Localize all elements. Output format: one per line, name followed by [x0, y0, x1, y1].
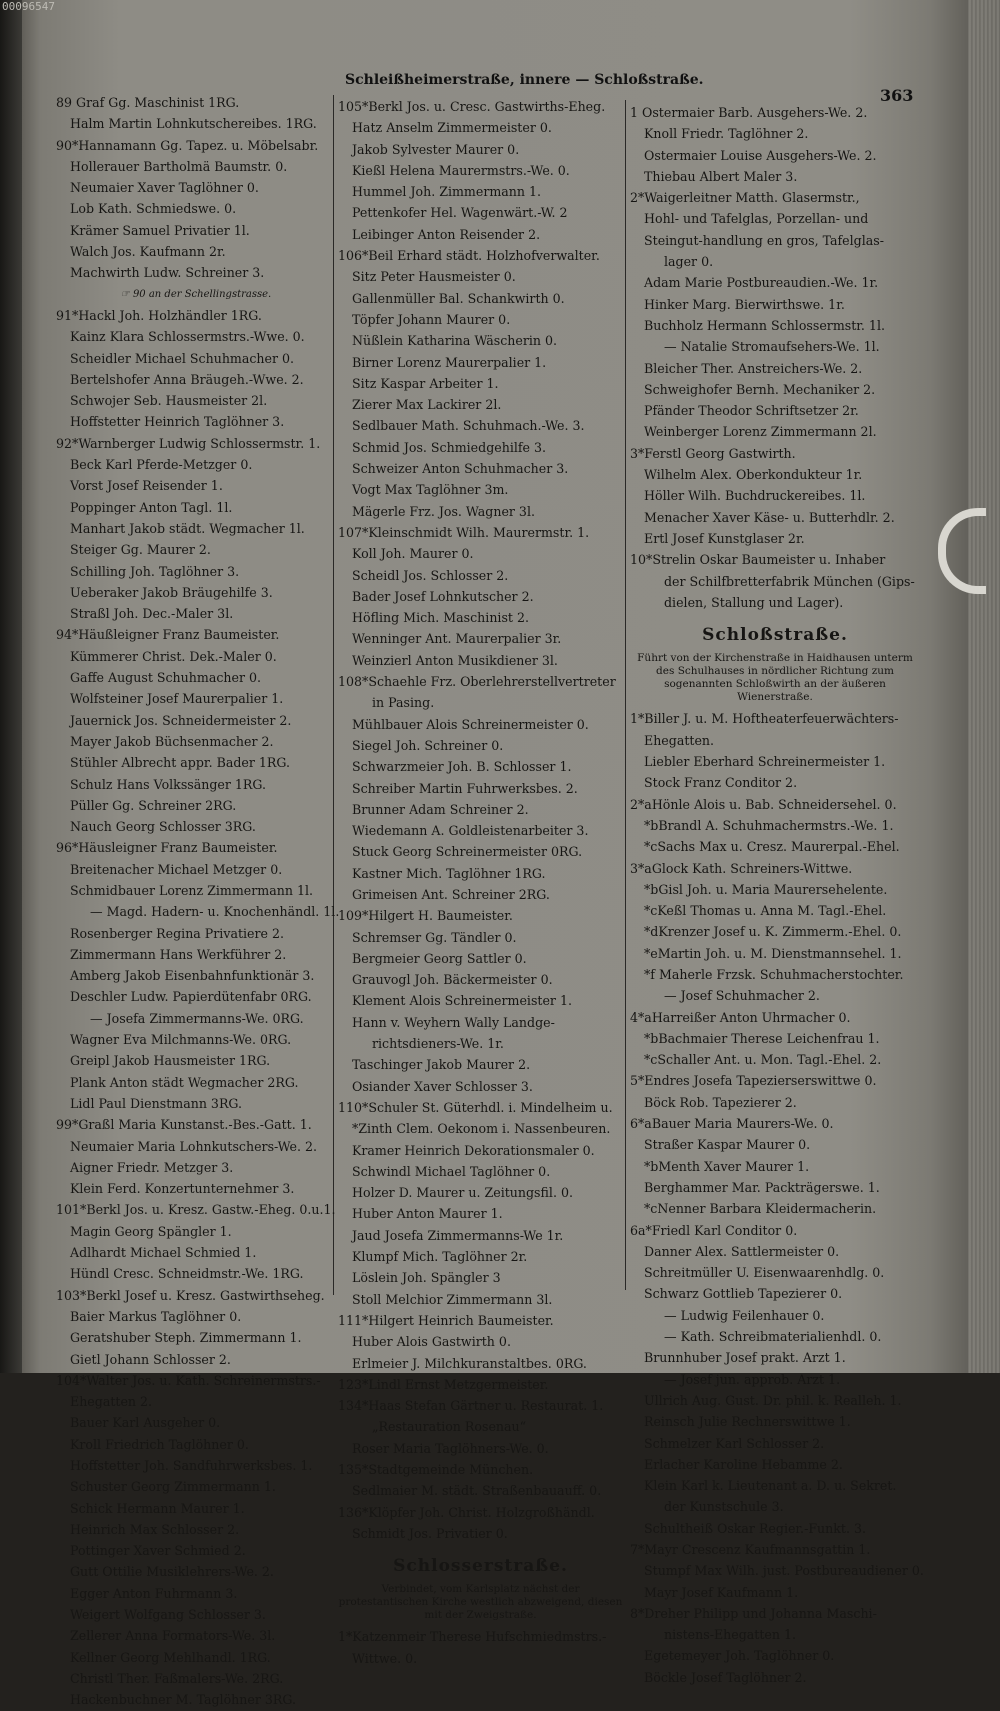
directory-entry: Schick Hermann Maurer 1. [70, 1500, 245, 1516]
directory-entry: Grauvogl Joh. Bäckermeister 0. [352, 972, 553, 988]
directory-entry: *eMartin Joh. u. M. Dienstmannsehel. 1. [644, 945, 902, 961]
directory-entry: Wittwe. 0. [352, 1650, 418, 1666]
directory-entry: Zierer Max Lackirer 2l. [352, 397, 502, 413]
directory-entry: Adlhardt Michael Schmied 1. [70, 1245, 257, 1261]
directory-entry: Manhart Jakob städt. Wegmacher 1l. [70, 520, 305, 536]
directory-entry: Löslein Joh. Spängler 3 [352, 1270, 501, 1286]
directory-entry: 96*Häusleigner Franz Baumeister. [56, 840, 278, 856]
directory-entry: nistens-Ehegatten 1. [664, 1627, 796, 1643]
directory-entry: Osiander Xaver Schlosser 3. [352, 1078, 533, 1094]
directory-entry: 90*Hannamann Gg. Tapez. u. Möbelsabr. [56, 137, 319, 153]
directory-entry: Halm Martin Lohnkutschereibes. 1RG. [70, 116, 317, 132]
column-rule-right [625, 100, 626, 1290]
directory-entry: 135*Stadtgemeinde München. [338, 1462, 534, 1477]
directory-entry: Zellerer Anna Formators-We. 3l. [70, 1628, 276, 1644]
directory-entry: Hoffstetter Heinrich Taglöhner 3. [70, 414, 285, 430]
directory-entry: Bergmeier Georg Sattler 0. [352, 950, 527, 966]
directory-entry: Amberg Jakob Eisenbahnfunktionär 3. [70, 968, 315, 984]
directory-entry: Kroll Friedrich Taglöhner 0. [70, 1436, 249, 1452]
directory-entry: 106*Beil Erhard städt. Holzhofverwalter. [338, 248, 600, 264]
directory-entry: Nauch Georg Schlosser 3RG. [70, 819, 256, 835]
directory-entry: *cSchaller Ant. u. Mon. Tagl.-Ehel. 2. [644, 1052, 882, 1068]
directory-entry: Bauer Karl Ausgeher 0. [70, 1415, 221, 1431]
directory-entry: Neumaier Maria Lohnkutschers-We. 2. [70, 1138, 317, 1154]
directory-entry: Jauernick Jos. Schneidermeister 2. [70, 712, 292, 728]
directory-entry: der Kunstschule 3. [664, 1499, 784, 1515]
section-note-schlossstrasse: Führt von der Kirchenstraße in Haidhausen unterm des Schulhauses in nördlicher Richtung zum sogenannten Schloßwirth an der äußeren Wienerstraße. [637, 652, 913, 704]
directory-entry: 104*Walter Jos. u. Kath. Schreinermstrs.- [56, 1372, 321, 1388]
book-gutter [0, 0, 22, 1373]
directory-entry: Ertl Josef Kunstglaser 2r. [644, 530, 805, 546]
directory-entry: Bertelshofer Anna Bräugeh.-Wwe. 2. [70, 371, 304, 387]
directory-entry: Magin Georg Spängler 1. [70, 1223, 232, 1239]
directory-entry: — Kath. Schreibmaterialienhdl. 0. [664, 1329, 882, 1345]
directory-entry: Mägerle Frz. Jos. Wagner 3l. [352, 503, 535, 519]
directory-entry: Neumaier Xaver Taglöhner 0. [70, 180, 259, 196]
directory-entry: Kainz Klara Schlossermstrs.-Wwe. 0. [70, 329, 305, 345]
directory-entry: *cNenner Barbara Kleidermacherin. [644, 1201, 877, 1217]
directory-entry: Sedlbauer Math. Schuhmach.-We. 3. [352, 418, 585, 434]
directory-entry: Berghammer Mar. Packträgerswe. 1. [644, 1179, 880, 1195]
directory-entry: 3*aGlock Kath. Schreiners-Wittwe. [630, 860, 853, 876]
directory-entry: *bBachmaier Therese Leichenfrau 1. [644, 1030, 880, 1046]
directory-entry: Hohl- und Tafelglas, Porzellan- und [644, 211, 869, 227]
directory-entry: Machwirth Ludw. Schreiner 3. [70, 265, 265, 281]
directory-entry: *bMenth Xaver Maurer 1. [644, 1158, 810, 1174]
directory-entry: Hollerauer Bartholmä Baumstr. 0. [70, 158, 288, 174]
column-3-entries [630, 102, 920, 613]
directory-entry: Reinsch Julie Rechnerswittwe 1. [644, 1414, 851, 1430]
directory-entry: Rosenberger Regina Privatiere 2. [70, 925, 284, 941]
directory-entry: Ehegatten. [644, 732, 715, 748]
directory-entry: dielen, Stallung und Lager). [664, 594, 844, 610]
directory-entry: Steingut-handlung en gros, Tafelglas- [644, 232, 884, 248]
column-2-entries [338, 96, 623, 1544]
directory-entry: Heinrich Max Schlosser 2. [70, 1521, 240, 1537]
directory-entry: 94*Häußleigner Franz Baumeister. [56, 627, 280, 643]
directory-entry: Hatz Anselm Zimmermeister 0. [352, 120, 552, 136]
directory-entry: Schuster Georg Zimmermann 1. [70, 1479, 276, 1495]
directory-entry: Schmidbauer Lorenz Zimmermann 1l. [70, 882, 314, 898]
directory-entry: 6*aBauer Maria Maurers-We. 0. [630, 1116, 834, 1132]
directory-entry: Walch Jos. Kaufmann 2r. [70, 244, 226, 260]
section-entries-schlossstrasse [630, 708, 924, 1688]
directory-entry: Schmelzer Karl Schlosser 2. [644, 1435, 825, 1451]
directory-entry: Egetemeyer Joh. Taglöhner 0. [644, 1648, 835, 1664]
directory-entry: Beck Karl Pferde-Metzger 0. [70, 457, 253, 473]
directory-entry: Klumpf Mich. Taglöhner 2r. [352, 1249, 528, 1265]
directory-entry: Menacher Xaver Käse- u. Butterhdlr. 2. [644, 509, 895, 525]
directory-entry: 7*Mayr Crescenz Kaufmannsgattin 1. [630, 1542, 871, 1557]
directory-entry: — Josefa Zimmermanns-We. 0RG. [90, 1010, 304, 1026]
directory-entry: Deschler Ludw. Papierdütenfabr 0RG. [70, 989, 312, 1005]
directory-entry: 92*Warnberger Ludwig Schlossermstr. 1. [56, 435, 321, 451]
directory-entry: 134*Haas Stefan Gärtner u. Restaurat. 1. [338, 1398, 604, 1414]
directory-entry: 1*Biller J. u. M. Hoftheaterfeuerwächters- [630, 711, 899, 727]
scan-id: 00096547 [2, 0, 55, 13]
directory-entry: Weigert Wolfgang Schlosser 3. [70, 1607, 266, 1623]
page-edges [968, 0, 1000, 1373]
directory-entry: Pfänder Theodor Schriftsetzer 2r. [644, 403, 859, 419]
directory-entry: Schweizer Anton Schuhmacher 3. [352, 461, 569, 477]
directory-entry: Hann v. Weyhern Wally Landge- [352, 1014, 555, 1030]
directory-entry: Schilling Joh. Taglöhner 3. [70, 563, 240, 579]
directory-entry: Brunner Adam Schreiner 2. [352, 801, 529, 817]
directory-entry: — Magd. Hadern- u. Knochenhändl. 1l. [90, 904, 340, 920]
directory-entry: 111*Hilgert Heinrich Baumeister. [338, 1312, 554, 1328]
directory-entry: Weinberger Lorenz Zimmermann 2l. [644, 424, 877, 440]
directory-entry: Schmid Jos. Schmiedgehilfe 3. [352, 439, 547, 455]
directory-entry: Hinker Marg. Bierwirthswe. 1r. [644, 296, 845, 312]
directory-entry: 109*Hilgert H. Baumeister. [338, 908, 513, 924]
directory-entry: Kießl Helena Maurermstrs.-We. 0. [352, 162, 570, 178]
directory-entry: 8*Dreher Philipp und Johanna Maschi- [630, 1605, 877, 1621]
section-entries-schlosserstrasse [338, 1626, 623, 1669]
directory-entry: 123*Lindl Ernst Metzgermeister. [338, 1376, 549, 1392]
directory-entry: 108*Schaehle Frz. Oberlehrerstellvertreter [338, 674, 616, 690]
directory-entry: Sitz Kaspar Arbeiter 1. [352, 375, 499, 391]
directory-entry: Wiedemann A. Goldleistenarbeiter 3. [352, 823, 589, 839]
directory-entry: Kastner Mich. Taglöhner 1RG. [352, 865, 546, 881]
directory-entry: 89 Graf Gg. Maschinist 1RG. [56, 95, 240, 110]
directory-entry: Höller Wilh. Buchdruckereibes. 1l. [644, 488, 866, 504]
directory-entry: 101*Berkl Jos. u. Kresz. Gastw.-Eheg. 0.u.1. [56, 1202, 336, 1218]
directory-entry: Steiger Gg. Maurer 2. [70, 542, 211, 558]
directory-entry: Holzer D. Maurer u. Zeitungsfil. 0. [352, 1185, 573, 1201]
directory-entry: Schwarz Gottlieb Tapezierer 0. [644, 1286, 843, 1302]
directory-entry: — Josef Schuhmacher 2. [664, 988, 820, 1004]
directory-entry: Schwindl Michael Taglöhner 0. [352, 1163, 551, 1179]
directory-entry: Pettenkofer Hel. Wagenwärt.-W. 2 [352, 205, 568, 221]
directory-entry: Gutt Ottilie Musiklehrers-We. 2. [70, 1564, 274, 1580]
directory-entry: 110*Schuler St. Güterhdl. i. Mindelheim u. [338, 1099, 613, 1115]
directory-entry: Püller Gg. Schreiner 2RG. [70, 797, 237, 813]
directory-entry: — Ludwig Feilenhauer 0. [664, 1307, 825, 1323]
directory-entry: Egger Anton Fuhrmann 3. [70, 1585, 238, 1601]
directory-entry: Mayr Josef Kaufmann 1. [644, 1584, 799, 1600]
directory-entry: Huber Anton Maurer 1. [352, 1206, 503, 1222]
running-header: Schleißheimerstraße, innere — Schloßstraße. [345, 72, 704, 88]
directory-entry: Leibinger Anton Reisender 2. [352, 226, 541, 242]
directory-entry: Knoll Friedr. Taglöhner 2. [644, 126, 809, 142]
directory-entry: Kramer Heinrich Dekorationsmaler 0. [352, 1142, 595, 1158]
directory-entry: Pottinger Xaver Schmied 2. [70, 1543, 246, 1559]
directory-entry: Siegel Joh. Schreiner 0. [352, 737, 504, 753]
directory-entry: Schwojer Seb. Hausmeister 2l. [70, 393, 268, 409]
directory-entry: Schulz Hans Volkssänger 1RG. [70, 776, 267, 792]
directory-entry: 10*Strelin Oskar Baumeister u. Inhaber [630, 552, 886, 568]
directory-entry: Wilhelm Alex. Oberkondukteur 1r. [644, 467, 863, 483]
directory-entry: Adam Marie Postbureaudien.-We. 1r. [644, 275, 879, 291]
directory-entry: Wolfsteiner Josef Maurerpalier 1. [70, 691, 284, 707]
directory-entry: Jakob Sylvester Maurer 0. [352, 141, 520, 157]
directory-entry: Böckle Josef Taglöhner 2. [644, 1669, 807, 1685]
directory-entry: Scheidler Michael Schuhmacher 0. [70, 350, 295, 366]
section-title-schlosserstrasse: Schlosserstraße. [393, 1556, 568, 1577]
directory-entry: 136*Klöpfer Joh. Christ. Holzgroßhändl. [338, 1504, 595, 1520]
directory-entry: Birner Lorenz Maurerpalier 1. [352, 354, 547, 370]
section-title-schlossstrasse: Schloßstraße. [702, 625, 848, 646]
directory-entry: *bGisl Joh. u. Maria Maurersehelente. [644, 881, 888, 897]
directory-entry: Straßer Kaspar Maurer 0. [644, 1137, 811, 1153]
directory-entry: *cSachs Max u. Cresz. Maurerpal.-Ehel. [644, 839, 900, 855]
directory-entry: *bBrandl A. Schuhmachermstrs.-We. 1. [644, 817, 894, 833]
directory-entry: Zimmermann Hans Werkführer 2. [70, 946, 287, 962]
directory-entry: Gaffe August Schuhmacher 0. [70, 670, 261, 686]
directory-entry: ☞ 90 an der Schellingstrasse. [120, 288, 272, 300]
directory-entry: 99*Graßl Maria Kunstanst.-Bes.-Gatt. 1. [56, 1117, 312, 1133]
directory-entry: Stock Franz Conditor 2. [644, 775, 798, 791]
directory-entry: Stumpf Max Wilh. just. Postbureaudiener 0. [644, 1563, 924, 1579]
directory-entry: 105*Berkl Jos. u. Cresc. Gastwirths-Eheg. [338, 99, 606, 114]
directory-entry: Geratshuber Steph. Zimmermann 1. [70, 1330, 302, 1346]
directory-entry: Klein Ferd. Konzertunternehmer 3. [70, 1181, 295, 1197]
directory-entry: Böck Rob. Tapezierer 2. [644, 1094, 797, 1110]
directory-entry: Hackenbuchner M. Taglöhner 3RG. [70, 1692, 296, 1708]
directory-entry: Ostermaier Louise Ausgehers-We. 2. [644, 147, 877, 163]
directory-entry: „Restauration Rosenau“ [372, 1419, 527, 1435]
directory-entry: 4*aHarreißer Anton Uhrmacher 0. [630, 1009, 851, 1025]
directory-entry: *cKeßl Thomas u. Anna M. Tagl.-Ehel. [644, 903, 887, 919]
directory-entry: Schmidt Jos. Privatier 0. [352, 1525, 508, 1541]
directory-entry: Koll Joh. Maurer 0. [352, 546, 474, 562]
directory-entry: Schreiber Martin Fuhrwerksbes. 2. [352, 780, 578, 796]
directory-entry: 2*Waigerleitner Matth. Glasermstr., [630, 190, 860, 206]
directory-entry: Weinzierl Anton Musikdiener 3l. [352, 652, 558, 668]
directory-entry: Töpfer Johann Maurer 0. [352, 311, 511, 327]
paper-clip [938, 508, 986, 594]
directory-entry: Breitenacher Michael Metzger 0. [70, 861, 283, 877]
directory-entry: Schwarzmeier Joh. B. Schlosser 1. [352, 759, 572, 775]
directory-entry: *dKrenzer Josef u. K. Zimmerm.-Ehel. 0. [644, 924, 902, 940]
directory-entry: Nüßlein Katharina Wäscherin 0. [352, 333, 558, 349]
directory-entry: Aigner Friedr. Metzger 3. [70, 1159, 234, 1175]
directory-entry: 6a*Friedl Karl Conditor 0. [630, 1222, 798, 1238]
column-3 [630, 102, 924, 1688]
column-2 [338, 96, 623, 1669]
directory-entry: lager 0. [664, 254, 714, 270]
directory-entry: Roser Maria Taglöhners-We. 0. [352, 1440, 549, 1456]
section-note-schlosserstrasse: Verbindet, vom Karlsplatz nächst der protestantischen Kirche westlich abzweigend, diesen mit der Zweigstraße. [338, 1583, 623, 1622]
directory-entry: Vorst Josef Reisender 1. [70, 478, 223, 494]
directory-entry: Wagner Eva Milchmanns-We. 0RG. [70, 1032, 292, 1048]
directory-entry: Schweighofer Bernh. Mechaniker 2. [644, 381, 876, 397]
directory-entry: Hündl Cresc. Schneidmstr.-We. 1RG. [70, 1266, 304, 1282]
directory-entry: *Zinth Clem. Oekonom i. Nassenbeuren. [352, 1121, 611, 1137]
directory-entry: Gietl Johann Schlosser 2. [70, 1351, 231, 1367]
directory-entry: Mühlbauer Alois Schreinermeister 0. [352, 716, 589, 732]
directory-entry: Christl Ther. Faßmalers-We. 2RG. [70, 1670, 284, 1686]
directory-entry: Sitz Peter Hausmeister 0. [352, 269, 516, 285]
directory-entry: Stühler Albrecht appr. Bader 1RG. [70, 755, 290, 771]
directory-entry: 1*Katzenmeir Therese Hufschmiedmstrs.- [338, 1629, 607, 1645]
directory-entry: Stoll Melchior Zimmermann 3l. [352, 1291, 553, 1307]
directory-entry: *f Maherle Frzsk. Schuhmacherstochter. [644, 966, 904, 982]
directory-entry: Danner Alex. Sattlermeister 0. [644, 1243, 840, 1259]
directory-entry: Kellner Georg Mehlhandl. 1RG. [70, 1649, 271, 1665]
directory-entry: Huber Alois Gastwirth 0. [352, 1334, 511, 1350]
directory-entry: Schremser Gg. Tändler 0. [352, 929, 517, 945]
directory-entry: Hoffstetter Joh. Sandfuhrwerksbes. 1. [70, 1458, 313, 1473]
directory-entry: Schreitmüller U. Eisenwaarenhdlg. 0. [644, 1265, 885, 1281]
directory-entry: Poppinger Anton Tagl. 1l. [70, 499, 233, 515]
directory-entry: Grimeisen Ant. Schreiner 2RG. [352, 886, 550, 902]
directory-entry: Klein Karl k. Lieutenant a. D. u. Sekret. [644, 1478, 897, 1494]
directory-entry: Mayer Jakob Büchsenmacher 2. [70, 733, 274, 749]
directory-entry: Sedlmaier M. städt. Straßenbauauff. 0. [352, 1483, 602, 1499]
directory-entry: in Pasing. [372, 695, 435, 711]
directory-entry: Liebler Eberhard Schreinermeister 1. [644, 754, 886, 770]
directory-entry: Ehegatten 2. [70, 1394, 153, 1410]
directory-entry: richtsdieners-We. 1r. [372, 1036, 504, 1052]
directory-entry: der Schilfbretterfabrik München (Gips- [664, 573, 915, 589]
directory-entry: Kümmerer Christ. Dek.-Maler 0. [70, 648, 277, 664]
directory-entry: Baier Markus Taglöhner 0. [70, 1308, 242, 1324]
directory-entry: Scheidl Jos. Schlosser 2. [352, 567, 509, 583]
directory-entry: Klement Alois Schreinermeister 1. [352, 993, 572, 1009]
directory-entry: 2*aHönle Alois u. Bab. Schneidersehel. 0. [630, 796, 897, 812]
directory-entry: Plank Anton städt Wegmacher 2RG. [70, 1074, 299, 1090]
directory-entry: 3*Ferstl Georg Gastwirth. [630, 445, 796, 461]
directory-entry: Brunnhuber Josef prakt. Arzt 1. [644, 1350, 846, 1366]
directory-entry: 1 Ostermaier Barb. Ausgehers-We. 2. [630, 105, 868, 120]
directory-entry: Straßl Joh. Dec.-Maler 3l. [70, 606, 234, 622]
directory-entry: Wenninger Ant. Maurerpalier 3r. [352, 631, 562, 647]
directory-entry: Vogt Max Taglöhner 3m. [352, 482, 509, 498]
directory-entry: Bleicher Ther. Anstreichers-We. 2. [644, 360, 863, 376]
directory-entry: Lidl Paul Dienstmann 3RG. [70, 1095, 243, 1111]
directory-entry: Schultheiß Oskar Regier.-Funkt. 3. [644, 1520, 866, 1536]
directory-entry: Lob Kath. Schmiedswe. 0. [70, 201, 237, 217]
directory-entry: Taschinger Jakob Maurer 2. [352, 1057, 531, 1073]
directory-entry: Erlmeier J. Milchkuranstaltbes. 0RG. [352, 1355, 587, 1371]
directory-entry: Ullrich Aug. Gust. Dr. phil. k. Realleh. 1. [644, 1392, 902, 1408]
directory-entry: Thiebau Albert Maler 3. [644, 168, 798, 184]
directory-entry: Bader Josef Lohnkutscher 2. [352, 588, 534, 604]
directory-entry: 5*Endres Josefa Tapezierserswittwe 0. [630, 1073, 877, 1089]
directory-entry: Greipl Jakob Hausmeister 1RG. [70, 1053, 271, 1069]
directory-entry: Erlacher Karoline Hebamme 2. [644, 1456, 843, 1472]
directory-entry: 107*Kleinschmidt Wilh. Maurermstr. 1. [338, 524, 590, 540]
directory-entry: Stuck Georg Schreinermeister 0RG. [352, 844, 583, 860]
directory-entry: Gallenmüller Bal. Schankwirth 0. [352, 290, 565, 306]
directory-entry: Hummel Joh. Zimmermann 1. [352, 184, 542, 200]
directory-entry: Buchholz Hermann Schlossermstr. 1l. [644, 317, 885, 333]
directory-entry: Höfling Mich. Maschinist 2. [352, 610, 530, 626]
directory-entry: Jaud Josefa Zimmermanns-We 1r. [352, 1227, 564, 1243]
directory-entry: — Josef jun. approb. Arzt 1. [664, 1371, 841, 1387]
directory-entry: — Natalie Stromaufsehers-We. 1l. [664, 339, 880, 355]
directory-entry: 103*Berkl Josef u. Kresz. Gastwirthseheg. [56, 1287, 325, 1303]
page-number: 363 [880, 86, 914, 105]
directory-entry: Krämer Samuel Privatier 1l. [70, 222, 250, 238]
column-1 [56, 92, 340, 1711]
directory-entry: Ueberaker Jakob Bräugehilfe 3. [70, 584, 273, 600]
directory-entry: 91*Hackl Joh. Holzhändler 1RG. [56, 307, 262, 323]
